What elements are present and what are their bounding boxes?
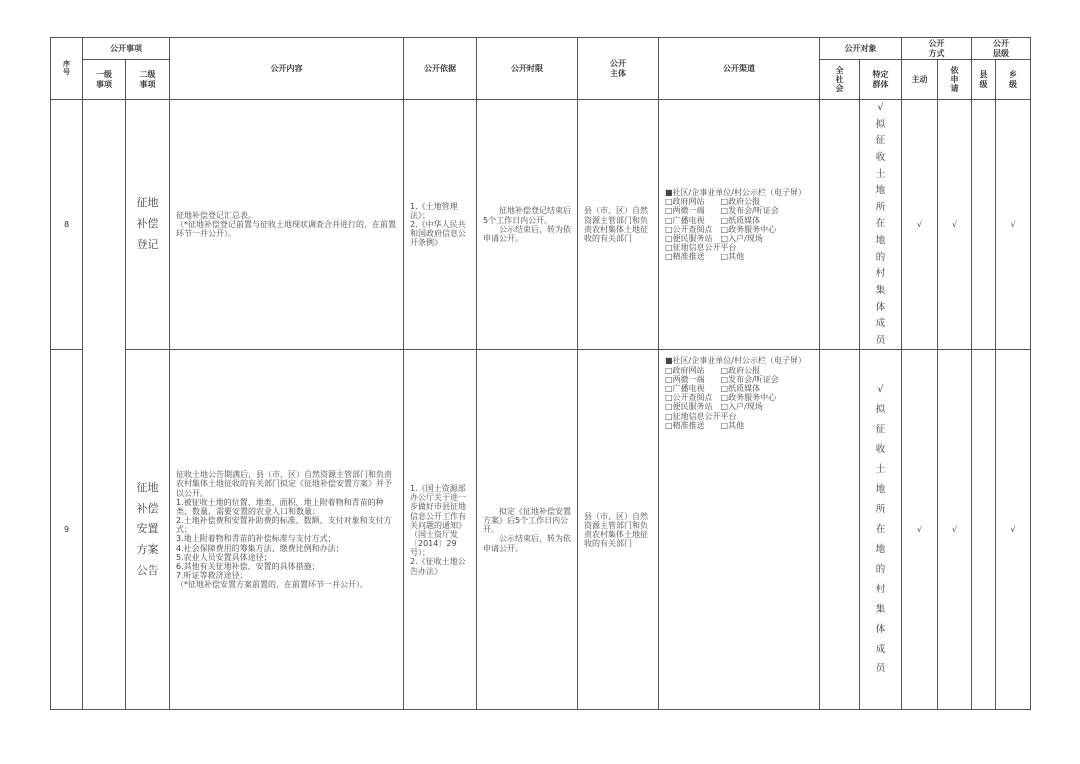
channel-option: ■社区/企事业单位/村公示栏（电子屏） [665,187,806,197]
row-item-l2: 征地补偿登记 [126,100,170,350]
row-target-specific: √拟征收土地所在地的村集体成员 [860,100,902,350]
header-mode-active: 主动 [902,60,938,100]
row-basis: 1.《国土资源部办公厅关于进一步做好市县征地信息公开工作有关问题的通知》（国土资厅发〔2014〕29号）； 2.《征收土地公告办法》 [404,350,477,710]
row-item-l1 [83,100,126,710]
disclosure-table [50,37,1031,710]
row-channels [659,350,820,710]
channel-option: □公开查阅点 □政务服务中心 [665,393,777,403]
row-time-limit: 拟定《征地补偿安置方案》后5个工作日内公开。 公示结束后，转为依申请公开。 [477,350,578,710]
row-content: 征收土地公告期满后，县（市、区）自然资源主管部门和负责农村集体土地征收的有关部门拟定《征地补偿安置方案》并予以公开。 1.被征收土地的位置、地类、面积，地上附着物和青苗的种类、数量，需要安置的农业人口和数量； 2.土地补偿费和安置补助费的标准、数额、支付对象和支付方式； 3.地上附着物和青苗的补偿标准与支付方式； 4.社会保障费用的筹集方法、缴费比例和办法； 5.农业人员安置具体途径； 6.其他有关征地补偿、安置的具体措施； 7.听证等救济途径； （*征地补偿安置方案前置的，在前置环节一并公开）。 [170,350,404,710]
channel-option: □精准推送 □其他 [665,252,745,262]
channel-option: □两微一端 □发布会/听证会 [665,374,779,384]
table-row-8 [51,100,1031,350]
channel-option: □公开查阅点 □政务服务中心 [665,224,777,234]
row-seq: 9 [51,350,83,710]
row-content: 征地补偿登记汇总表。 （*征地补偿登记前置与征收土地现状调查合并进行的，在前置环节一并公开）。 [170,100,404,350]
row-basis: 1.《土地管理法》； 2.《中华人民共和国政府信息公开条例》 [404,100,477,350]
row-channels [659,100,820,350]
channel-option: □政府网站 □政府公报 [665,365,761,375]
header-target-all: 全社会 [820,60,860,100]
row-subject: 县（市、区）自然资源主管部门和负责农村集体土地征收的有关部门 [578,350,659,710]
header-item: 公开事项 [83,38,170,60]
channel-option: □广播电视 □纸质媒体 [665,215,761,225]
row-target-specific: √拟征收土地所在地的村集体成员 [860,350,902,710]
channel-option: □便民服务站 □入户/现场 [665,233,763,243]
row-target-all [820,100,860,350]
row-item-l2: 征地补偿安置方案公告 [126,350,170,710]
row-level-town: √ [996,350,1031,710]
row-level-county [972,350,996,710]
row-seq: 8 [51,100,83,350]
channel-option: □精准推送 □其他 [665,420,745,430]
channel-option: □政府网站 □政府公报 [665,197,761,207]
header-seq: 序号 [51,38,83,100]
channel-option: □两微一端 □发布会/听证会 [665,206,779,216]
header-subject: 公开主体 [578,38,659,100]
row-mode-apply: √ [938,100,972,350]
header-level-town: 乡级 [996,60,1031,100]
row-level-town: √ [996,100,1031,350]
channel-option: □征地信息公开平台 [665,243,737,253]
row-level-county [972,100,996,350]
header-row-1 [51,38,1031,60]
header-target-specific: 特定群体 [860,60,902,100]
row-time-limit: 征地补偿登记结束后5个工作日内公开。 公示结束后，转为依申请公开。 [477,100,578,350]
channel-option: □征地信息公开平台 [665,411,737,421]
channel-option: □广播电视 □纸质媒体 [665,383,761,393]
header-level-county: 县级 [972,60,996,100]
header-channel: 公开渠道 [659,38,820,100]
header-item-l2: 二级事项 [126,60,170,100]
header-basis: 公开依据 [404,38,477,100]
header-mode: 公开方式 [902,38,972,60]
table-row-9 [51,350,1031,710]
header-item-l1: 一级事项 [83,60,126,100]
channel-option: □便民服务站 □入户/现场 [665,402,763,412]
header-level: 公开层级 [972,38,1031,60]
header-target: 公开对象 [820,38,902,60]
row-mode-apply: √ [938,350,972,710]
header-content: 公开内容 [170,38,404,100]
header-mode-apply: 依申请 [938,60,972,100]
row-subject: 县（市、区）自然资源主管部门和负责农村集体土地征收的有关部门 [578,100,659,350]
row-target-all [820,350,860,710]
header-time-limit: 公开时限 [477,38,578,100]
row-mode-active: √ [902,100,938,350]
channel-option: ■社区/企事业单位/村公示栏（电子屏） [665,356,806,366]
row-mode-active: √ [902,350,938,710]
